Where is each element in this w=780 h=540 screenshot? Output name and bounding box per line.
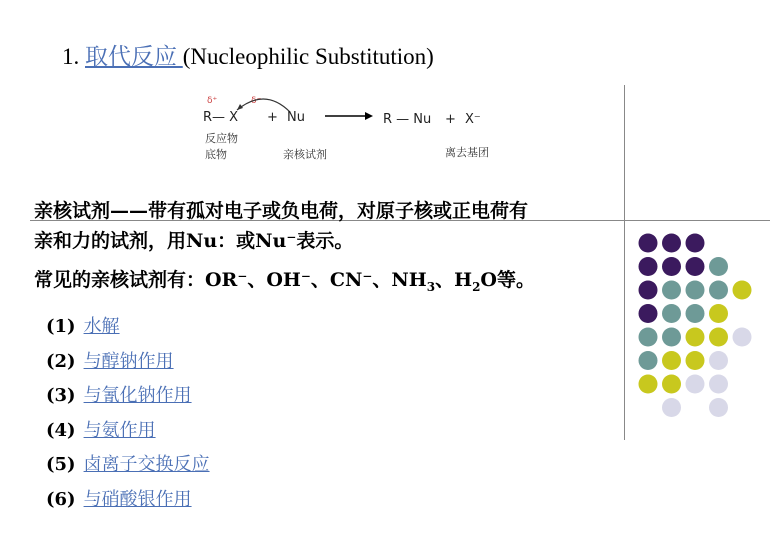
item-number: (5) bbox=[46, 454, 76, 475]
dot-teal bbox=[686, 304, 705, 323]
list-item bbox=[46, 416, 210, 451]
list-item bbox=[46, 312, 210, 347]
item-number: (6) bbox=[46, 488, 76, 510]
dot-teal bbox=[686, 281, 705, 300]
caption-substrate-1: 反应物 bbox=[205, 132, 238, 145]
item-link-cyanide[interactable]: 与氰化钠作用 bbox=[83, 385, 192, 406]
plus-sign-1: + bbox=[267, 110, 278, 125]
item-link-silver-nitrate[interactable]: 与硝酸银作用 bbox=[83, 488, 192, 510]
dot-teal bbox=[662, 281, 681, 300]
title-english: (Nucleophilic Substitution) bbox=[182, 44, 434, 69]
dot-olive bbox=[686, 328, 705, 347]
reaction-list bbox=[46, 312, 210, 519]
dot-purple bbox=[662, 257, 681, 276]
dot-olive bbox=[709, 328, 728, 347]
delta-minus-label: δ⁻ bbox=[251, 96, 262, 106]
item-link-ammonia[interactable]: 与氨作用 bbox=[83, 419, 156, 441]
list-item bbox=[46, 485, 210, 520]
dot-lavender bbox=[709, 375, 728, 394]
item-link-alkoxide[interactable]: 与醇钠作用 bbox=[83, 350, 174, 372]
reactant-rx: R— X bbox=[203, 110, 239, 125]
dot-teal bbox=[662, 328, 681, 347]
common-mid: 、H bbox=[435, 269, 473, 291]
dot-teal bbox=[639, 328, 658, 347]
dot-olive bbox=[639, 375, 658, 394]
dot-purple bbox=[662, 234, 681, 253]
slide-title bbox=[62, 38, 434, 71]
plus-sign-2: + bbox=[445, 112, 456, 127]
leaving-x: X⁻ bbox=[465, 112, 481, 127]
dot-teal bbox=[662, 304, 681, 323]
dot-olive bbox=[686, 351, 705, 370]
item-link-hydrolysis[interactable]: 水解 bbox=[83, 316, 120, 337]
dot-olive bbox=[709, 304, 728, 323]
nucleophile-nu: Nu bbox=[287, 110, 305, 125]
dot-purple bbox=[639, 257, 658, 276]
dot-teal bbox=[709, 257, 728, 276]
dot-purple bbox=[686, 257, 705, 276]
dot-lavender bbox=[709, 351, 728, 370]
dot-teal bbox=[639, 351, 658, 370]
list-item bbox=[46, 450, 210, 485]
list-item bbox=[46, 381, 210, 416]
caption-reagent: 亲核试剂 bbox=[283, 148, 327, 161]
caption-substrate-2: 底物 bbox=[205, 148, 227, 161]
item-number: (1) bbox=[46, 316, 76, 337]
dot-purple bbox=[639, 281, 658, 300]
dot-lavender bbox=[709, 398, 728, 417]
dot-lavender bbox=[686, 375, 705, 394]
definition-line-2: 亲和力的试剂，用Nu：或Nu⁻表示。 bbox=[34, 230, 354, 252]
list-item bbox=[46, 347, 210, 382]
dot-purple bbox=[639, 304, 658, 323]
item-number: (4) bbox=[46, 419, 76, 441]
vertical-divider bbox=[624, 85, 625, 440]
dot-purple bbox=[686, 234, 705, 253]
sub-2: 2 bbox=[472, 279, 481, 294]
caption-leaving-group: 离去基团 bbox=[445, 146, 489, 159]
definition-line-1: 亲核试剂——带有孤对电子或负电荷，对原子核或正电荷有 bbox=[34, 200, 529, 222]
common-suffix: O等。 bbox=[480, 269, 535, 291]
dot-olive bbox=[733, 281, 752, 300]
common-nucleophiles bbox=[34, 265, 535, 294]
delta-plus-label: δ⁺ bbox=[207, 96, 218, 106]
common-prefix: 常见的亲核试剂有：OR⁻、OH⁻、CN⁻、NH bbox=[34, 269, 427, 291]
dot-lavender bbox=[733, 328, 752, 347]
item-number: (3) bbox=[46, 385, 76, 406]
item-number: (2) bbox=[46, 350, 76, 372]
dot-olive bbox=[662, 375, 681, 394]
dot-olive bbox=[662, 351, 681, 370]
dot-purple bbox=[639, 234, 658, 253]
title-link[interactable]: 取代反应 bbox=[85, 44, 183, 69]
product-rnu: R — Nu bbox=[383, 112, 432, 127]
dot-teal bbox=[709, 281, 728, 300]
title-number: 1. bbox=[62, 44, 80, 69]
reaction-scheme bbox=[195, 82, 525, 172]
dot-lavender bbox=[662, 398, 681, 417]
item-link-halide-exchange[interactable]: 卤离子交换反应 bbox=[83, 454, 210, 475]
sub-3: 3 bbox=[426, 279, 436, 294]
